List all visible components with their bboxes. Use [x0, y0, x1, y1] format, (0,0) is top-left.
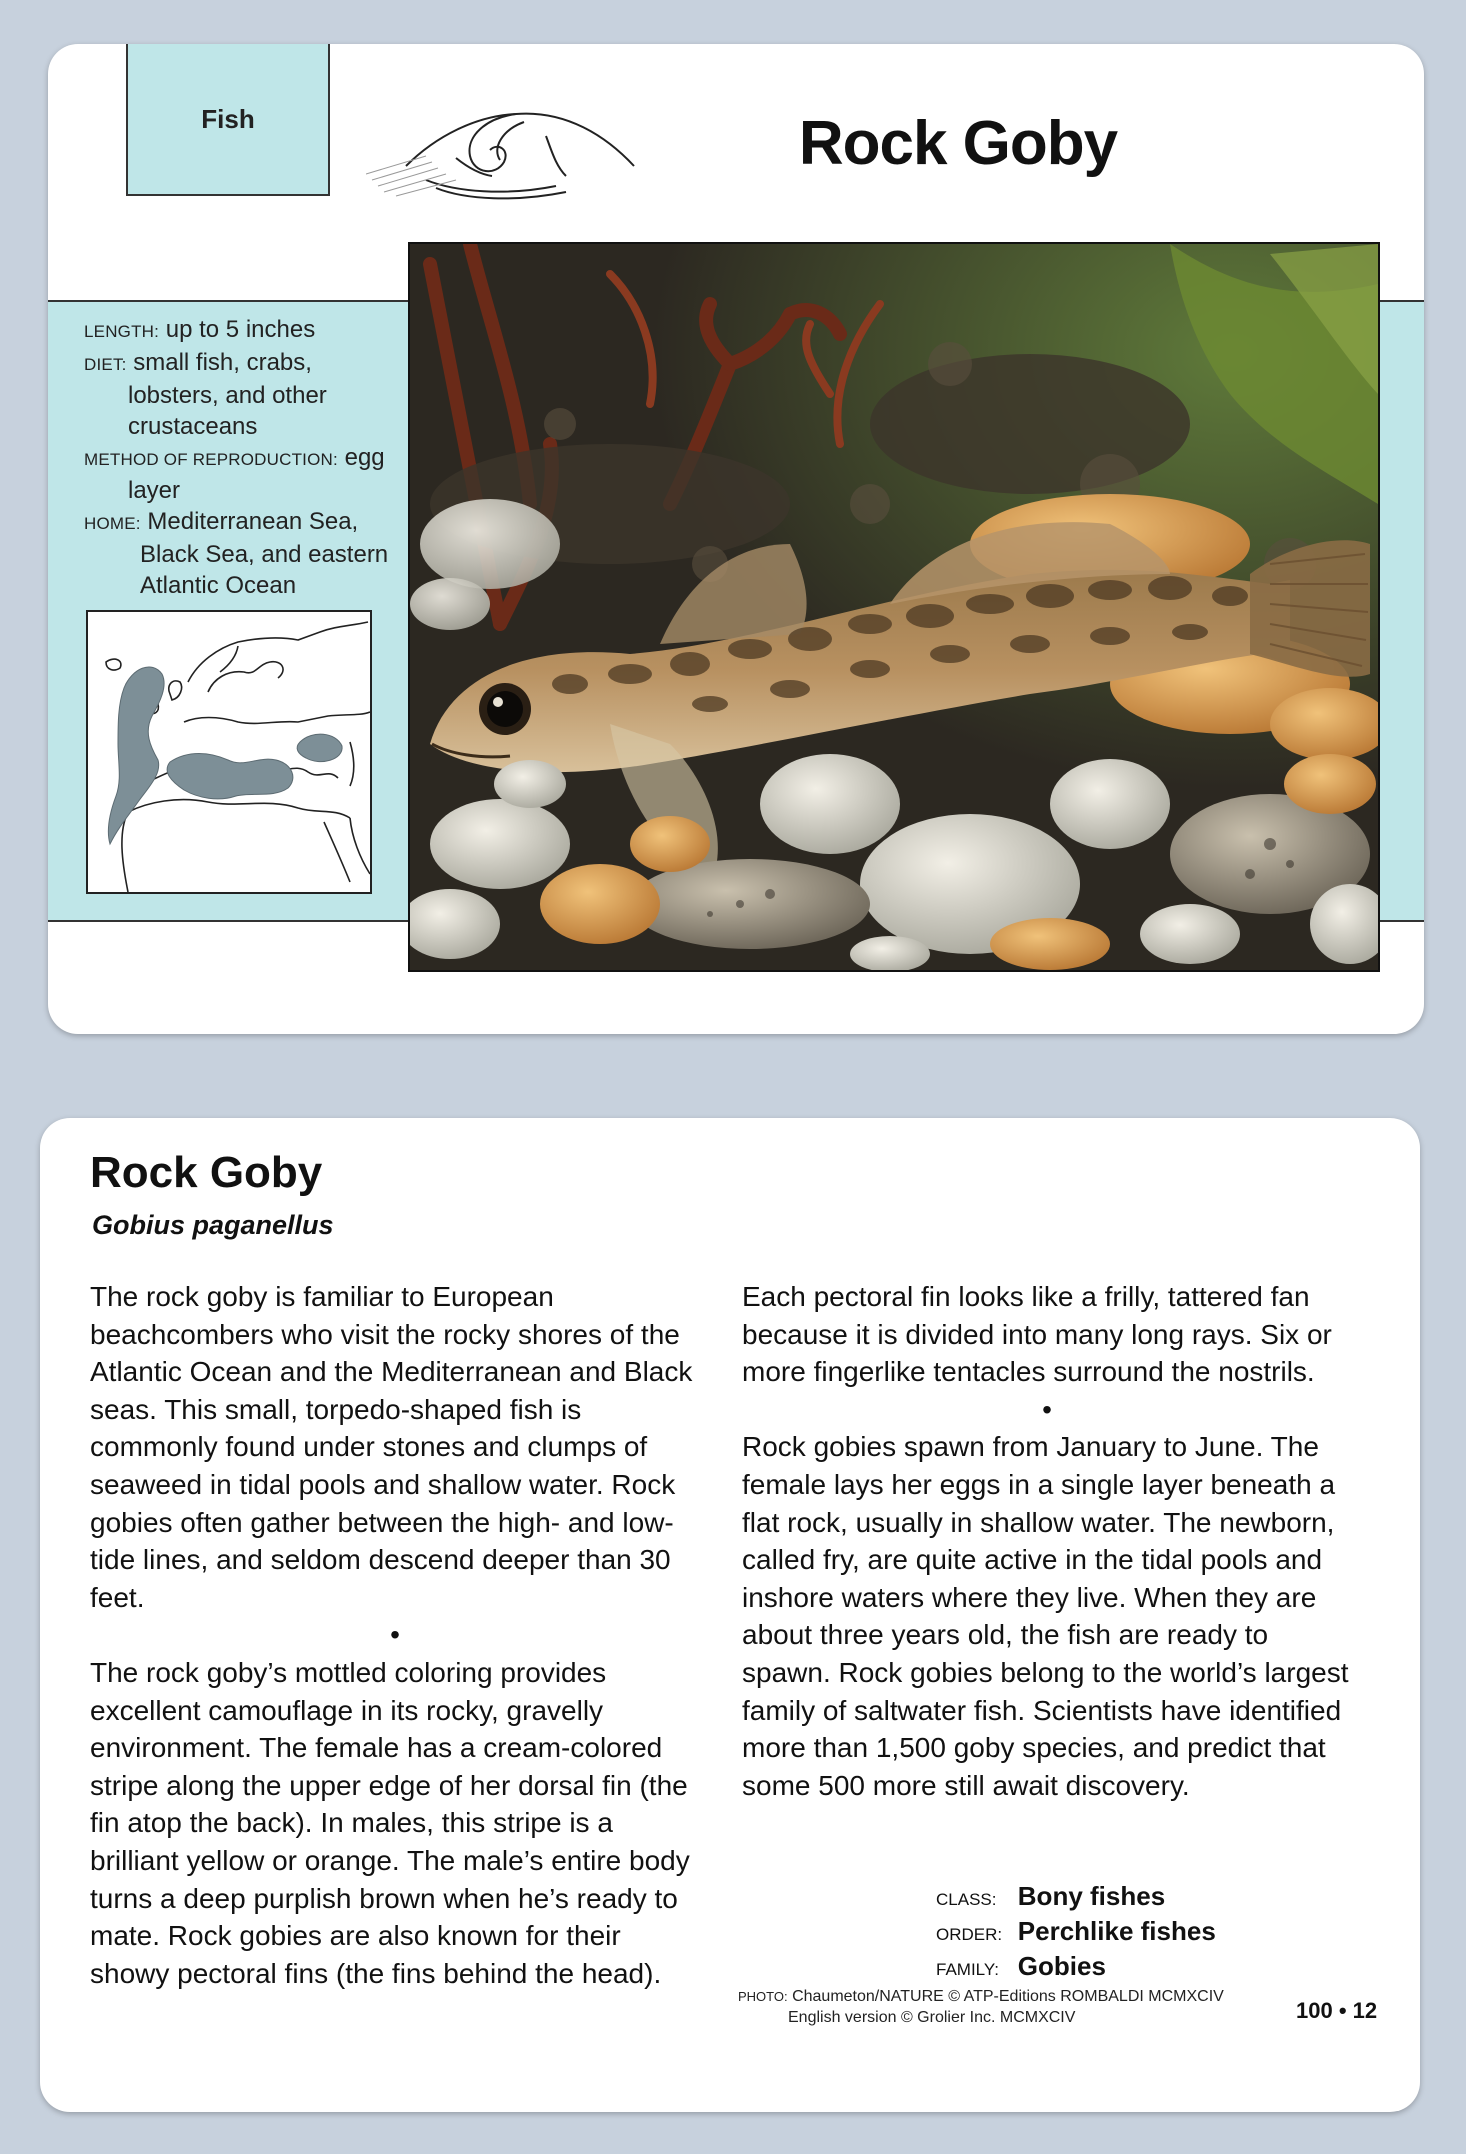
- photo-credits: [738, 1986, 1224, 2028]
- front-title: Rock Goby: [798, 109, 1118, 178]
- fact-value: lobsters, and other: [128, 382, 327, 409]
- taxonomy-value: Perchlike fishes: [1017, 1916, 1216, 1946]
- taxonomy-label: ORDER:: [936, 1925, 1003, 1944]
- credits-line: Chaumeton/NATURE © ATP-Editions ROMBALDI MCMXCIV: [792, 1988, 1224, 2005]
- fact-value: Mediterranean Sea,: [147, 508, 359, 535]
- card-number: 100 • 12: [1296, 1998, 1378, 2023]
- fact-value: small fish, crabs,: [133, 349, 312, 376]
- fact-label: DIET:: [84, 355, 127, 374]
- facts-list: [84, 314, 414, 601]
- taxonomy: [936, 1880, 1216, 1985]
- taxonomy-value: Bony fishes: [1017, 1881, 1166, 1911]
- credits-line: English version © Grolier Inc. MCMXCIV: [788, 2009, 1076, 2026]
- paragraph: Each pectoral fin looks like a frilly, tattered fan because it is divided into many long rays. Six or more fingerlike tentacles surround the nostrils.: [742, 1281, 1332, 1388]
- taxonomy-label: FAMILY:: [936, 1960, 999, 1979]
- fact-value: Black Sea, and eastern: [140, 541, 389, 568]
- paragraph: The rock goby’s mottled coloring provides excellent camouflage in its rocky, gravelly environment. The female has a cream-colored stripe along the upper edge of her dorsal fin (the fin atop the back). In males, this stripe is a brilliant yellow or orange. The male’s entire body turns a deep purplish brown when he’s ready to mate. Rock gobies are also known for their showy pectoral fins (the fins behind the head).: [90, 1656, 690, 1989]
- front-card: [48, 44, 1424, 1034]
- credits-label: PHOTO:: [738, 1989, 788, 2004]
- fact-label: METHOD OF REPRODUCTION:: [84, 450, 338, 469]
- category-box: [126, 44, 330, 196]
- paragraph: The rock goby is familiar to European beachcombers who visit the rocky shores of the Atlantic Ocean and the Mediterranean and Black seas. This small, torpedo-shaped fish is commonly found under stones and clumps of seaweed in tidal pools and shallow water. Rock gobies often gather between the high- and low-tide lines, and seldom descend deeper than 30 feet.: [90, 1281, 693, 1613]
- fact-diet: [84, 347, 414, 442]
- europe-map-icon: [88, 612, 370, 892]
- paragraph: Rock gobies spawn from January to June. The female lays her eggs in a single layer beneath a flat rock, usually in shallow water. The newborn, called fry, are quite active in the tidal pools and inshore waters where they live. When they are about three years old, the fish are ready to spawn. Rock gobies belong to the world’s largest family of saltwater fish. Scientists have identified more than 1,500 goby species, and predict that some 500 more still await discovery.: [742, 1431, 1349, 1801]
- fact-length: [84, 314, 414, 347]
- text-column-right: [742, 1278, 1352, 1804]
- taxonomy-order: [936, 1915, 1216, 1950]
- rock-goby-photo-image: [410, 244, 1378, 970]
- back-card: [40, 1118, 1420, 2112]
- back-title: Rock Goby: [90, 1148, 323, 1197]
- fact-label: LENGTH:: [84, 322, 160, 341]
- fact-value: crustaceans: [128, 413, 258, 440]
- taxonomy-family: [936, 1950, 1216, 1985]
- bullet-separator: •: [1042, 1393, 1052, 1425]
- wave-icon: [366, 96, 646, 206]
- range-map: [86, 610, 372, 894]
- bullet-separator: •: [390, 1619, 400, 1651]
- taxonomy-class: [936, 1880, 1216, 1915]
- fact-home: [84, 506, 414, 601]
- taxonomy-value: Gobies: [1017, 1951, 1106, 1981]
- taxonomy-label: CLASS:: [936, 1890, 997, 1909]
- fact-value: up to 5 inches: [165, 316, 316, 343]
- fact-label: HOME:: [84, 514, 141, 533]
- scientific-name: Gobius paganellus: [92, 1210, 334, 1240]
- fact-reproduction: [84, 442, 414, 506]
- category-label: Fish: [201, 103, 255, 134]
- goby-photo: [408, 242, 1380, 972]
- fact-value: Atlantic Ocean: [140, 572, 297, 599]
- text-column-left: [90, 1278, 700, 1992]
- fact-value: egg: [344, 444, 385, 471]
- fact-value: layer: [128, 477, 181, 504]
